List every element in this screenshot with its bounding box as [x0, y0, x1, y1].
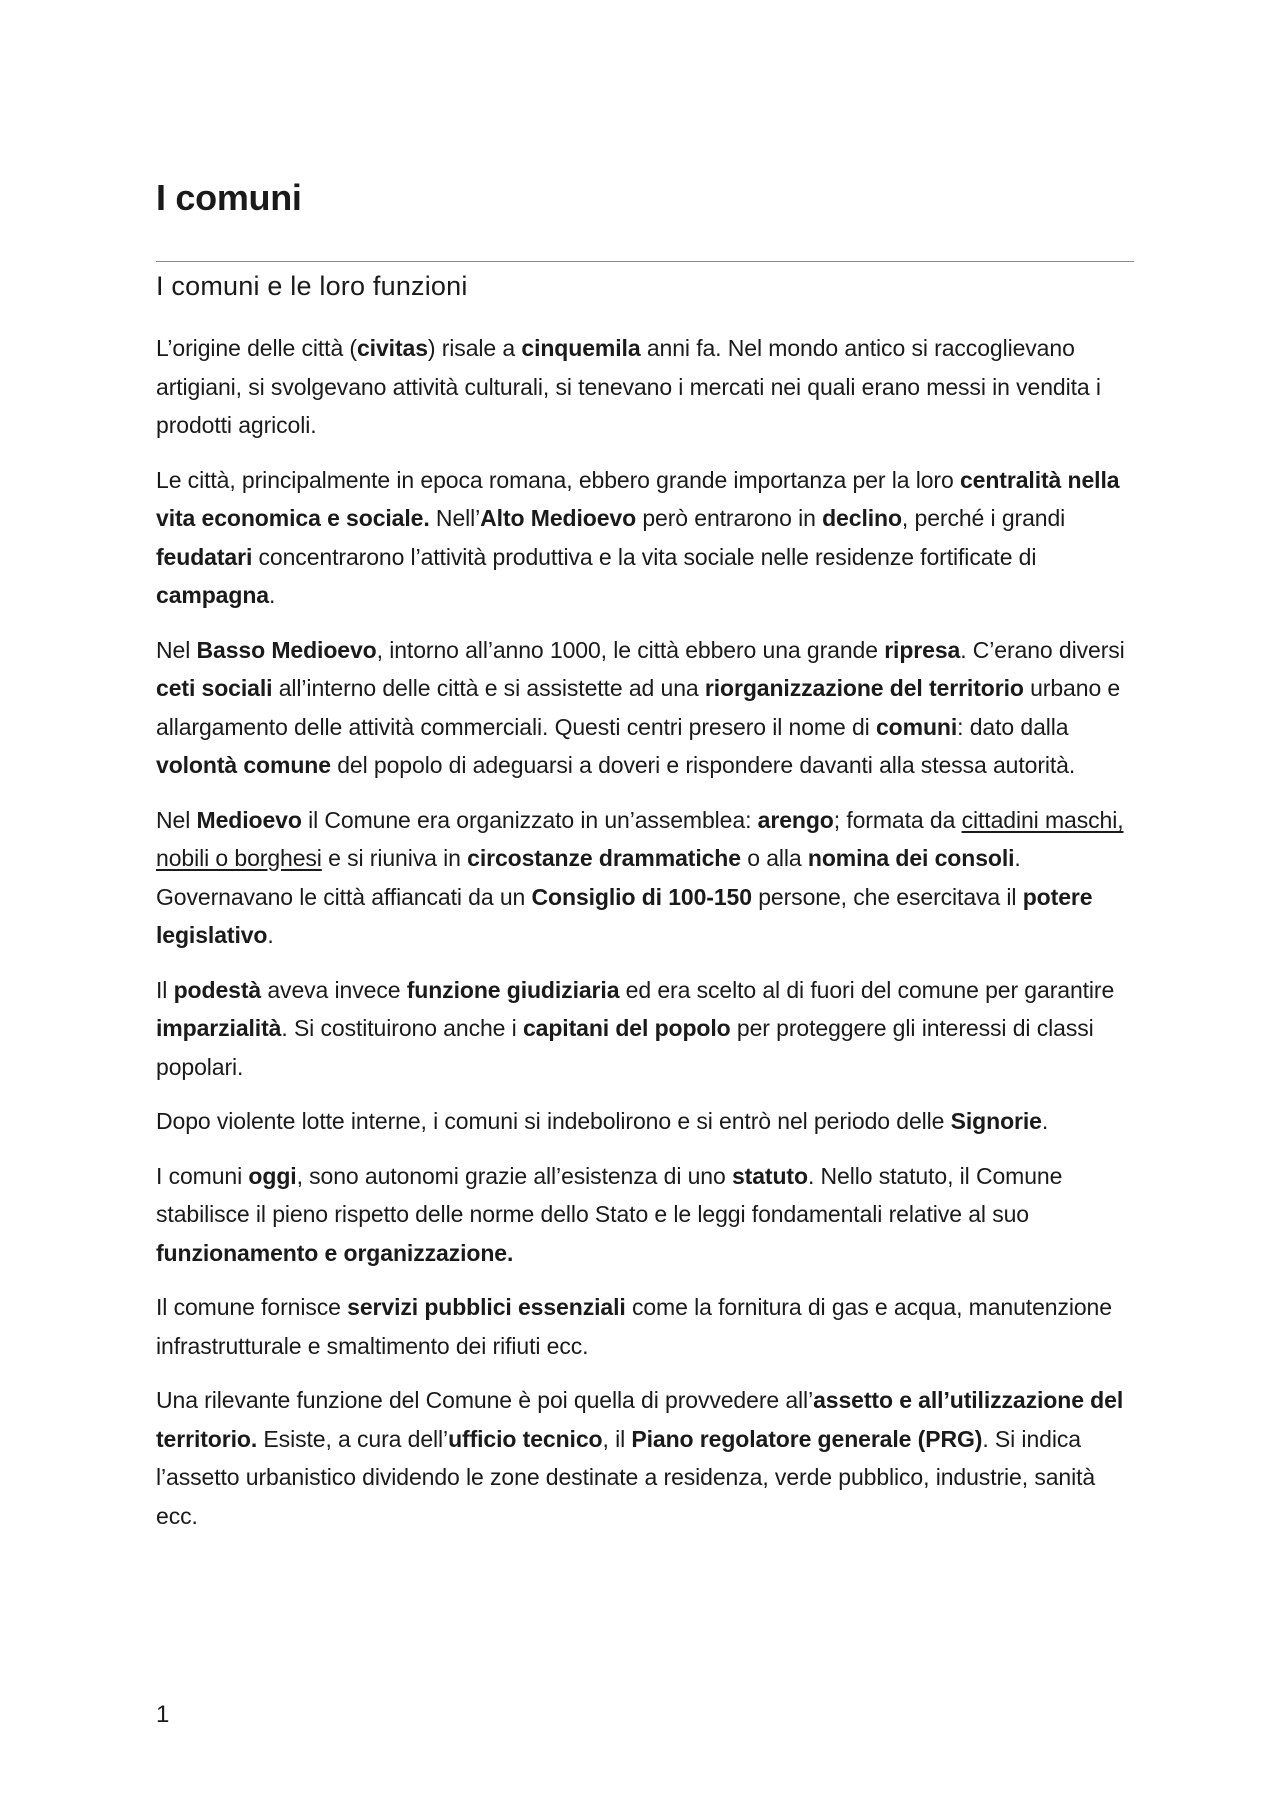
text-run: per proteggere gli interessi di classi popolari. — [156, 1015, 1094, 1080]
bold-text: ripresa — [884, 636, 961, 663]
paragraph — [156, 1157, 1134, 1273]
bold-text: potere legislativo — [156, 883, 1093, 948]
text-run: Il — [156, 976, 174, 1003]
bold-text: Medioevo — [196, 806, 302, 833]
text-run: : dato dalla — [957, 713, 1069, 740]
bold-text: Piano regolatore generale (PRG) — [631, 1425, 983, 1452]
paragraph — [156, 1381, 1134, 1535]
bold-text: ceti sociali — [156, 675, 273, 701]
bold-text: Signorie — [950, 1108, 1042, 1134]
page-title: I comuni — [156, 177, 302, 218]
text-run: anni fa. Nel mondo antico si raccoglievano artigiani, si svolgevano attività culturali, si tenevano i mercati nei quali erano messi in vendita i prodotti agricoli. — [156, 335, 1101, 438]
text-run: e si riuniva in — [321, 845, 468, 871]
text-run: L’origine delle città ( — [156, 335, 357, 361]
text-run: Nel — [156, 636, 197, 663]
text-run: Il comune fornisce — [156, 1294, 348, 1320]
title-divider — [156, 261, 1134, 262]
text-run: , il — [602, 1425, 632, 1452]
text-run: il Comune era organizzato in un’assemblea: — [301, 806, 758, 833]
bold-text: civitas — [356, 335, 428, 361]
bold-text: imparzialità — [156, 1015, 282, 1041]
text-run: . Si indica l’assetto urbanistico dividendo le zone destinate a residenza, verde pubblico, industrie, sanità ecc. — [156, 1425, 1096, 1529]
paragraph — [156, 801, 1134, 955]
bold-text: riorganizzazione del territorio — [704, 675, 1024, 701]
body-text — [156, 329, 1134, 1551]
bold-text: nomina dei consoli — [807, 845, 1015, 871]
text-run: aveva invece — [261, 976, 407, 1003]
underlined-text: cittadini maschi, nobili o borghesi — [156, 806, 1124, 871]
bold-text: volontà comune — [156, 752, 331, 778]
text-run: ed era scelto al di fuori del comune per garantire — [619, 976, 1115, 1003]
text-run: . Si costituirono anche i — [281, 1015, 523, 1041]
paragraph — [156, 971, 1134, 1087]
bold-text: podestà — [173, 976, 262, 1003]
paragraph — [156, 329, 1134, 445]
text-run: persone, che esercitava il — [751, 883, 1023, 910]
bold-text: arengo — [757, 806, 834, 833]
bold-text: assetto e all’utilizzazione del territorio. — [156, 1387, 1124, 1452]
text-run: concentrarono l’attività produttiva e la vita sociale nelle residenze fortificate di — [252, 543, 1037, 570]
paragraph — [156, 631, 1134, 785]
text-run: , perché i grandi — [901, 505, 1066, 531]
bold-text: centralità nella vita economica e sociale. — [156, 466, 1120, 531]
text-run: Nel — [156, 806, 197, 833]
text-run: . Governavano le città affiancati da un — [156, 845, 1021, 910]
section-title: I comuni e le loro funzioni — [156, 271, 468, 301]
text-run: o alla — [740, 845, 808, 871]
text-run: , intorno all’anno 1000, le città ebbero una grande — [376, 636, 885, 663]
bold-text: comuni — [875, 713, 958, 740]
text-run: . C’erano diversi — [960, 636, 1125, 663]
bold-text: Consiglio di 100-150 — [531, 883, 752, 910]
text-run: del popolo di adeguarsi a doveri e rispondere davanti alla stessa autorità. — [330, 752, 1076, 778]
text-run: Le città, principalmente in epoca romana, ebbero grande importanza per la loro — [156, 466, 960, 493]
bold-text: Basso Medioevo — [196, 636, 377, 663]
bold-text: ufficio tecnico — [448, 1425, 603, 1452]
text-run: Una rilevante funzione del Comune è poi quella di provvedere all’ — [156, 1387, 814, 1413]
bold-text: Alto Medioevo — [480, 505, 637, 531]
bold-text: funzione giudiziaria — [406, 976, 620, 1003]
text-run: Esiste, a cura dell’ — [257, 1425, 449, 1452]
bold-text: funzionamento e organizzazione. — [156, 1239, 514, 1266]
text-run: I comuni — [156, 1162, 249, 1189]
bold-text: circostanze drammatiche — [467, 845, 741, 871]
bold-text: declino — [822, 505, 902, 531]
paragraph — [156, 1288, 1134, 1365]
bold-text: capitani del popolo — [522, 1015, 731, 1041]
text-run: . Nello statuto, il Comune stabilisce il pieno rispetto delle norme dello Stato e le leggi fondamentali relative al suo — [156, 1162, 1063, 1227]
text-run: urbano e allargamento delle attività commerciali. Questi centri presero il nome di — [156, 675, 1121, 740]
text-run: però entrarono in — [636, 505, 823, 531]
bold-text: oggi — [248, 1162, 297, 1189]
text-run: ) risale a — [427, 335, 522, 361]
bold-text: cinquemila — [521, 335, 641, 361]
text-run: Dopo violente lotte interne, i comuni si indebolirono e si entrò nel periodo delle — [156, 1108, 951, 1134]
text-run: . — [268, 582, 276, 608]
bold-text: campagna — [156, 582, 269, 608]
bold-text: statuto — [731, 1162, 808, 1189]
text-run: . — [267, 922, 274, 948]
paragraph — [156, 1102, 1134, 1141]
paragraph — [156, 461, 1134, 615]
text-run: , sono autonomi grazie all’esistenza di uno — [296, 1162, 732, 1189]
text-run: . — [1041, 1108, 1049, 1134]
text-run: come la fornitura di gas e acqua, manutenzione infrastrutturale e smaltimento dei rifiuti ecc. — [156, 1294, 1112, 1359]
text-run: ; formata da — [833, 806, 962, 833]
text-run: Nell’ — [429, 505, 481, 531]
text-run: all’interno delle città e si assistette ad una — [272, 675, 705, 701]
bold-text: servizi pubblici essenziali — [347, 1294, 626, 1320]
bold-text: feudatari — [156, 543, 253, 570]
page-number: 1 — [156, 1701, 170, 1728]
